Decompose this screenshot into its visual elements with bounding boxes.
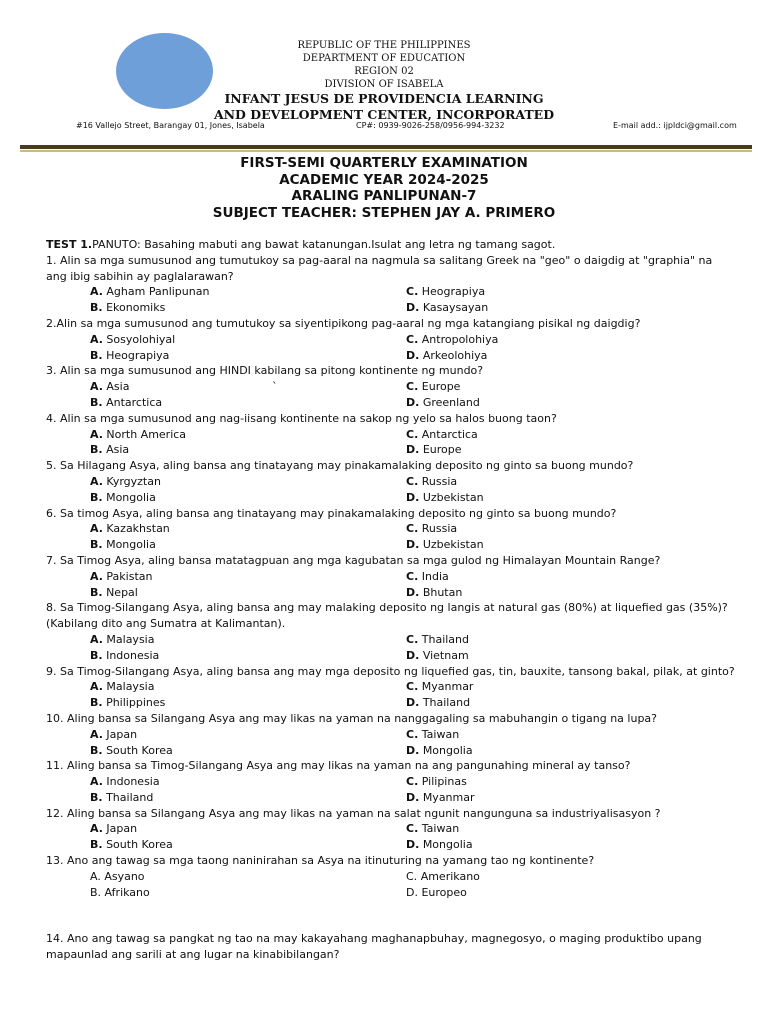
choice-c: C. Europe — [406, 380, 461, 394]
choice-a: A. Malaysia — [90, 680, 155, 694]
question-4-text: 4. Alin sa mga sumusunod ang nag-iisang kontinente na sakop ng yelo sa halos buong taon? — [46, 411, 557, 425]
choice-a: A. Asia — [90, 380, 130, 394]
question-5-text: 5. Sa Hilagang Asya, aling bansa ang tinatayang may pinakamalaking deposito ng ginto sa buong mundo? — [46, 459, 634, 473]
choice-c: C. Russia — [406, 522, 458, 536]
header-department: DEPARTMENT OF EDUCATION — [302, 53, 466, 64]
blank-spacer — [46, 900, 736, 931]
header-division: DIVISION OF ISABELA — [324, 79, 444, 90]
question-8-text: 8. Sa Timog-Silangang Asya, aling bansa ang may malaking deposito ng langis at natural gas (80%) at liquefied gas (35%)?(Kabilang dito ang Sumatra at Kalimantan). — [46, 601, 728, 631]
choice-d: D. Kasaysayan — [406, 301, 489, 315]
question-10-text: 10. Aling bansa sa Silangang Asya ang may likas na yaman na nanggagaling sa mabuhangin o tigang na lupa? — [46, 711, 658, 725]
choice-c: C. Heograpiya — [406, 285, 486, 299]
exam-subject: ARALING PANLIPUNAN-7 — [291, 188, 477, 204]
exam-title: FIRST-SEMI QUARTERLY EXAMINATION — [240, 155, 528, 171]
choice-d: D. Greenland — [406, 395, 480, 409]
question-9-choices — [46, 679, 736, 711]
question-2-choices — [46, 332, 736, 364]
choice-d: D. Mongolia — [406, 838, 473, 852]
choice-c: C. Thailand — [406, 632, 470, 646]
choice-c: C. India — [406, 569, 449, 583]
exam-questions — [46, 237, 736, 963]
header-republic: REPUBLIC OF THE PHILIPPINES — [297, 40, 471, 51]
choice-c: C. Taiwan — [406, 822, 460, 836]
question-2-text: 2.Alin sa mga sumusunod ang tumutukoy sa siyentipikong pag-aaral ng mga katangiang pisikal ng daigdig? — [46, 316, 641, 330]
choice-d: D. Thailand — [406, 696, 471, 710]
choice-b: B. Mongolia — [90, 490, 156, 504]
choice-b: B. Afrikano — [90, 885, 150, 899]
choice-c: C. Pilipinas — [406, 775, 467, 789]
exam-teacher: SUBJECT TEACHER: STEPHEN JAY A. PRIMERO — [212, 204, 556, 221]
choice-b: B. Antarctica — [90, 395, 163, 409]
choice-a: A. North America — [90, 427, 187, 441]
choice-b: B. Indonesia — [90, 648, 160, 662]
header-divider-light — [20, 150, 752, 152]
question-12-choices — [46, 821, 736, 853]
test-instructions — [46, 237, 736, 253]
exam-title-block — [0, 155, 768, 221]
question-7-text: 7. Sa Timog Asya, aling bansa matatagpuan ang mga kagubatan sa mga gulod ng Himalayan Mountain Range? — [46, 553, 661, 567]
question-13-text: 13. Ano ang tawag sa mga taong naninirahan sa Asya na itinuturing na yamang tao ng kontinente? — [46, 854, 595, 868]
exam-academic-year: ACADEMIC YEAR 2024-2025 — [279, 171, 489, 188]
choice-c: C. Taiwan — [406, 727, 460, 741]
choice-d: D. Arkeolohiya — [406, 348, 488, 362]
choice-a: A. Malaysia — [90, 632, 155, 646]
question-7-choices — [46, 569, 736, 601]
choice-d: D. Europeo — [406, 885, 467, 899]
question-14-text: 14. Ano ang tawag sa pangkat ng tao na may kakayahang maghanapbuhay, magnegosyo, o maging produktibo upang mapaunlad ang sarili at ang lugar na kinabibilangan? — [46, 932, 702, 962]
choice-b: B. South Korea — [90, 838, 173, 852]
header-region: REGION 02 — [354, 66, 414, 77]
test-label: TEST 1. — [46, 238, 93, 251]
school-email: E-mail add.: ijpldci@gmail.com — [613, 121, 737, 130]
choice-a: A. Japan — [90, 822, 138, 836]
choice-d: D. Europe — [406, 443, 462, 457]
choice-d: D. Uzbekistan — [406, 490, 484, 504]
choice-a: A. Japan — [90, 727, 138, 741]
choice-b: B. Heograpiya — [90, 348, 170, 362]
choice-b: B. Ekonomiks — [90, 301, 166, 315]
question-6-text: 6. Sa timog Asya, aling bansa ang tinatayang may pinakamalaking deposito ng ginto sa buong mundo? — [46, 506, 617, 520]
question-3-choices — [46, 379, 736, 411]
school-name-line2: AND DEVELOPMENT CENTER, INCORPORATED — [213, 107, 555, 122]
choice-a: A. Agham Panlipunan — [90, 285, 210, 299]
question-12-text: 12. Aling bansa sa Silangang Asya ang may likas na yaman na salat ngunit nangunguna sa industriyalisasyon ? — [46, 806, 661, 820]
choice-d: D. Myanmar — [406, 790, 475, 804]
choice-a: A. Sosyolohiyal — [90, 332, 176, 346]
choice-a: A. Asyano — [90, 869, 145, 883]
question-1-text: 1. Alin sa mga sumusunod ang tumutukoy sa pag-aaral na nagmula sa salitang Greek na "geo" o daigdig at "graphia" na ang ibig sabihin ay paglalarawan? — [46, 253, 713, 283]
question-3-text: 3. Alin sa mga sumusunod ang HINDI kabilang sa pitong kontinente ng mundo? — [46, 364, 484, 378]
choice-a: A. Indonesia — [90, 775, 160, 789]
stray-mark: ` — [272, 380, 278, 394]
choice-c: C. Amerikano — [406, 869, 480, 883]
question-6-choices — [46, 521, 736, 553]
question-8-choices — [46, 632, 736, 664]
school-phone: CP#: 0939-9026-258/0956-994-3232 — [356, 121, 505, 130]
question-4-choices — [46, 427, 736, 459]
choice-c: C. Antarctica — [406, 427, 478, 441]
choice-d: D. Vietnam — [406, 648, 469, 662]
choice-b: B. Mongolia — [90, 538, 156, 552]
choice-d: D. Uzbekistan — [406, 538, 484, 552]
question-10-choices — [46, 727, 736, 759]
choice-b: B. Philippines — [90, 696, 166, 710]
choice-a: A. Kyrgyztan — [90, 474, 161, 488]
question-11-choices — [46, 774, 736, 806]
choice-c: C. Myanmar — [406, 680, 474, 694]
choice-d: D. Mongolia — [406, 743, 473, 757]
choice-b: B. Thailand — [90, 790, 154, 804]
question-9-text: 9. Sa Timog-Silangang Asya, aling bansa ang may mga deposito ng liquefied gas, tin, bauxite, tansong bakal, pilak, at ginto? — [46, 664, 735, 678]
instructions-text: PANUTO: Basahing mabuti ang bawat katanungan.Isulat ang letra ng tamang sagot. — [92, 238, 556, 251]
header-divider-dark — [20, 145, 752, 149]
question-5-choices — [46, 474, 736, 506]
question-1-choices — [46, 284, 736, 316]
choice-a: A. Pakistan — [90, 569, 153, 583]
choice-b: B. Nepal — [90, 585, 138, 599]
choice-b: B. South Korea — [90, 743, 173, 757]
choice-c: C. Russia — [406, 474, 458, 488]
choice-a: A. Kazakhstan — [90, 522, 170, 536]
question-13-choices — [46, 869, 736, 901]
choice-c: C. Antropolohiya — [406, 332, 499, 346]
choice-d: D. Bhutan — [406, 585, 463, 599]
question-11-text: 11. Aling bansa sa Timog-Silangang Asya ang may likas na yaman na ang pangunahing mineral ay tanso? — [46, 759, 631, 773]
school-name-line1: INFANT JESUS DE PROVIDENCIA LEARNING — [224, 91, 544, 106]
choice-b: B. Asia — [90, 443, 130, 457]
school-address: #16 Vallejo Street, Barangay 01, Jones, Isabela — [76, 121, 265, 130]
